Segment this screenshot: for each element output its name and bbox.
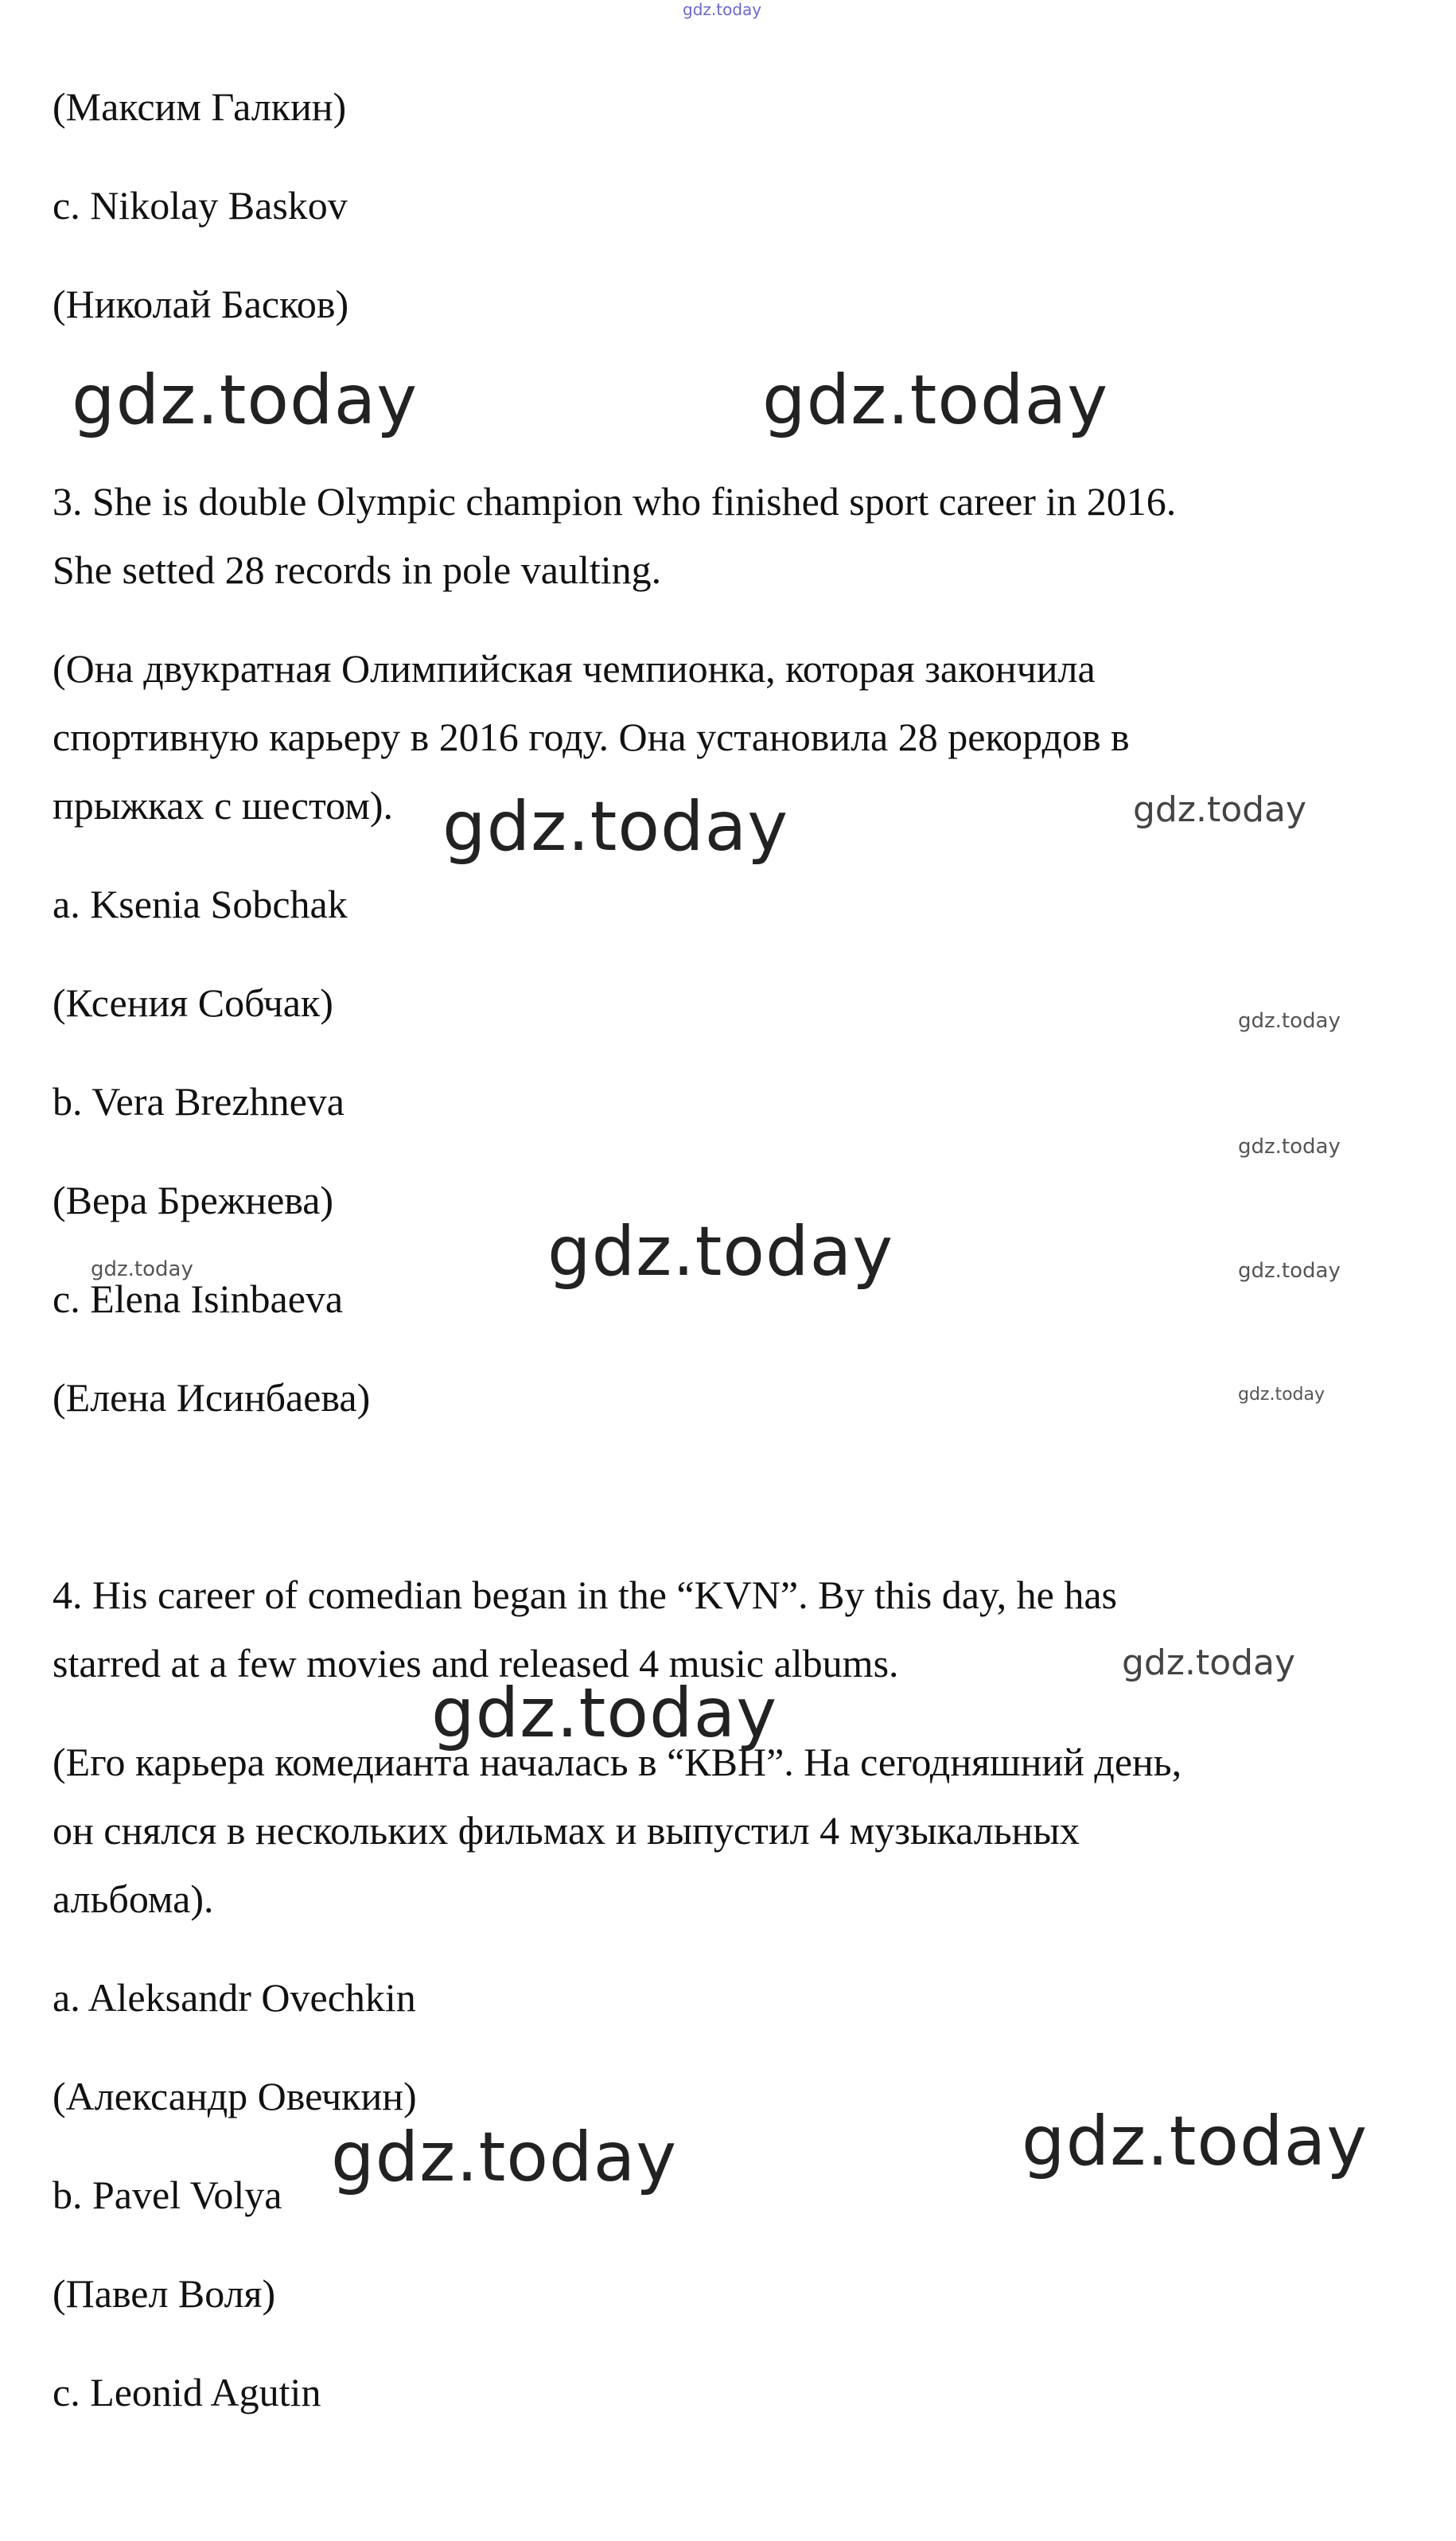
watermark: gdz.today	[1022, 2102, 1368, 2181]
question-4-translation-cont: альбома).	[53, 1877, 214, 1921]
option-c: c. Leonid Agutin	[53, 2370, 321, 2414]
watermark: gdz.today	[72, 360, 419, 440]
option-translation: (Вера Брежнева)	[53, 1178, 334, 1222]
watermark: gdz.today	[331, 2118, 678, 2197]
watermark: gdz.today	[1238, 1135, 1341, 1159]
option-a: a. Ksenia Sobchak	[53, 882, 348, 926]
option-translation: (Елена Исинбаева)	[53, 1375, 371, 1420]
option-b: b. Vera Brezhneva	[53, 1079, 345, 1124]
question-4-translation-cont: он снялся в нескольких фильмах и выпустил 4 музыкальных	[53, 1808, 1080, 1853]
option-text: (Максим Галкин)	[53, 84, 347, 129]
question-3: 3. She is double Olympic champion who finished sport career in 2016.	[53, 479, 1177, 524]
watermark: gdz.today	[1122, 1643, 1296, 1683]
question-4-cont: starred at a few movies and released 4 music albums.	[53, 1641, 899, 1686]
watermark: gdz.today	[762, 360, 1109, 440]
option-b: b. Pavel Volya	[53, 2173, 282, 2217]
question-3-translation-cont: спортивную карьеру в 2016 году. Она установила 28 рекордов в	[53, 715, 1130, 759]
option-a: a. Aleksandr Ovechkin	[53, 1975, 416, 2020]
question-4-translation: (Его карьера комедианта началась в “КВН”. На сегодняшний день,	[53, 1740, 1182, 1784]
watermark: gdz.today	[1238, 1259, 1341, 1283]
option-c: c. Nikolay Baskov	[53, 183, 348, 228]
watermark: gdz.today	[442, 787, 789, 867]
question-3-translation: (Она двукратная Олимпийская чемпионка, которая закончила	[53, 646, 1096, 691]
question-4: 4. His career of comedian began in the “KVN”. By this day, he has	[53, 1573, 1117, 1617]
watermark: gdz.today	[547, 1212, 894, 1292]
watermark: gdz.today	[1133, 789, 1307, 830]
option-translation: (Николай Басков)	[53, 282, 349, 326]
option-c: c. Elena Isinbaeva	[53, 1276, 344, 1321]
watermark: gdz.today	[683, 0, 762, 19]
question-3-cont: She setted 28 records in pole vaulting.	[53, 548, 662, 592]
watermark: gdz.today	[1238, 1009, 1341, 1033]
option-translation: (Александр Овечкин)	[53, 2074, 417, 2118]
watermark: gdz.today	[431, 1674, 778, 1753]
option-translation: (Ксения Собчак)	[53, 980, 333, 1025]
option-translation: (Павел Воля)	[53, 2271, 276, 2316]
watermark: gdz.today	[1238, 1385, 1326, 1405]
watermark: gdz.today	[91, 1257, 193, 1281]
question-3-translation-cont: прыжках с шестом).	[53, 783, 393, 828]
